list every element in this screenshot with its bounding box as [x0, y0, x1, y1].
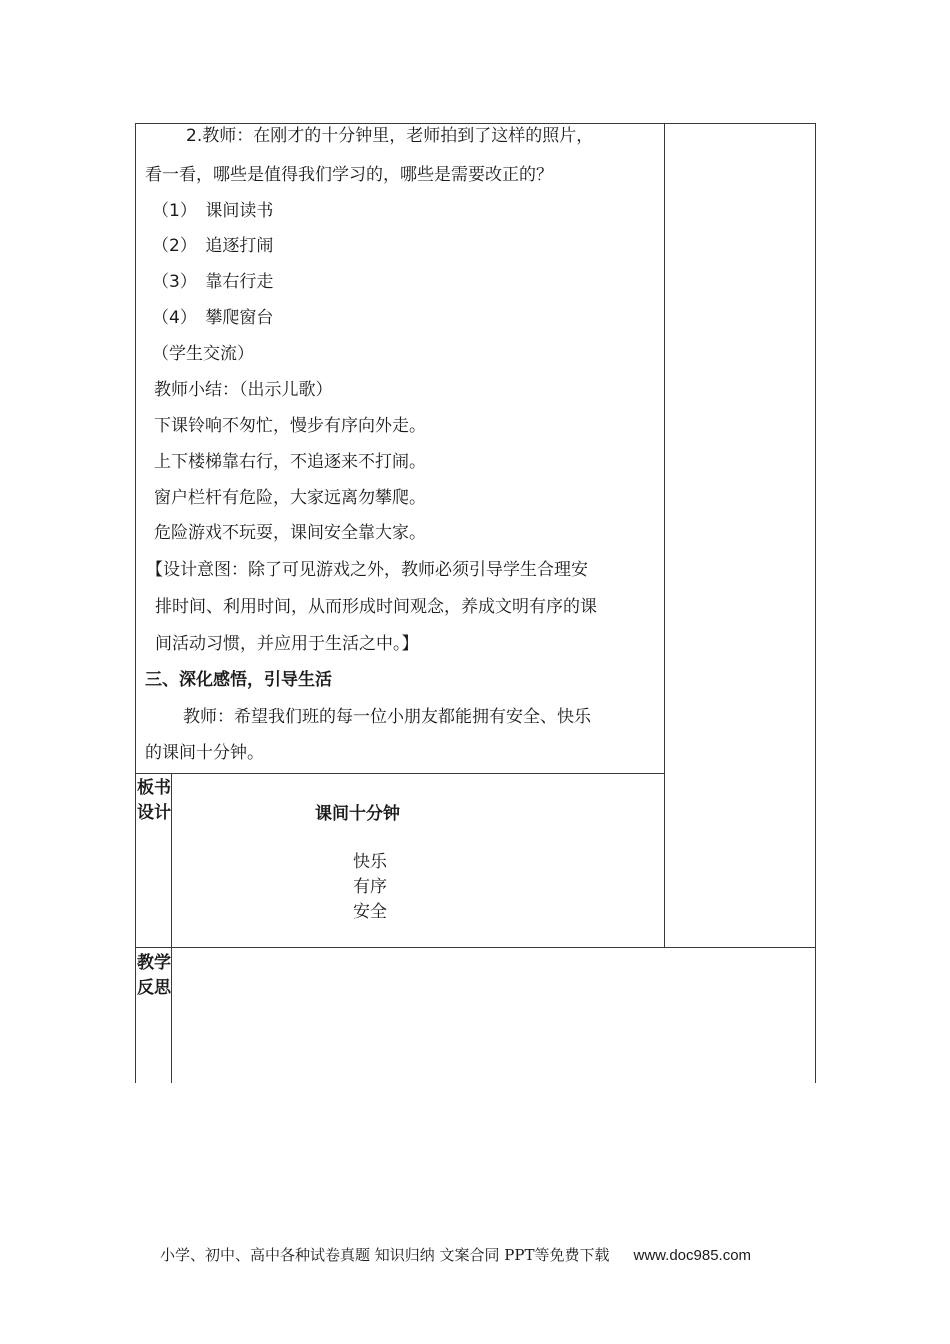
- rhyme-line-4: 危险游戏不玩耍，课间安全靠大家。: [154, 523, 426, 543]
- lesson-line-2: 看一看，哪些是值得我们学习的，哪些是需要改正的？: [145, 165, 553, 185]
- page-footer: [160, 1244, 751, 1267]
- table-left-border: [135, 123, 136, 1083]
- board-item-orderly: 有序: [353, 877, 387, 897]
- board-item-happy: 快乐: [353, 852, 387, 872]
- lesson-student-exchange: （学生交流）: [152, 344, 254, 364]
- lesson-item-3: （3） 靠右行走: [152, 272, 274, 292]
- lesson-item-1: （1） 课间读书: [152, 201, 274, 221]
- teaching-reflection-label: 教学反思: [137, 953, 171, 998]
- footer-url[interactable]: www.doc985.com: [633, 1247, 752, 1264]
- design-intent-line-2: 排时间、利用时间，从而形成时间观念，养成文明有序的课: [155, 597, 597, 617]
- closing-line-2: 的课间十分钟。: [145, 743, 264, 763]
- closing-line-1: 教师：希望我们班的每一位小朋友都能拥有安全、快乐: [183, 707, 591, 727]
- board-design-label: 板书设计: [137, 778, 171, 823]
- notes-column-divider: [664, 123, 665, 948]
- board-title: 课间十分钟: [315, 804, 400, 824]
- design-intent-line-1: 【设计意图：除了可见游戏之外，教师必须引导学生合理安: [146, 560, 588, 580]
- rhyme-line-2: 上下楼梯靠右行，不追逐来不打闹。: [154, 452, 426, 472]
- reflection-row-top-border: [135, 947, 816, 948]
- section-3-heading: 三、深化感悟，引导生活: [145, 670, 332, 690]
- table-right-border: [815, 123, 816, 1083]
- footer-text: 小学、初中、高中各种试卷真题 知识归纳 文案合同 PPT等免费下载: [160, 1246, 610, 1264]
- board-item-safe: 安全: [353, 902, 387, 922]
- board-row-top-border: [135, 773, 665, 774]
- lesson-item-4: （4） 攀爬窗台: [152, 308, 274, 328]
- lesson-item-2: （2） 追逐打闹: [152, 236, 274, 256]
- rhyme-line-3: 窗户栏杆有危险，大家远离勿攀爬。: [154, 488, 426, 508]
- design-intent-line-3: 间活动习惯，并应用于生活之中。】: [155, 634, 419, 654]
- lesson-teacher-summary: 教师小结：（出示儿歌）: [154, 380, 333, 400]
- rhyme-line-1: 下课铃响不匆忙，慢步有序向外走。: [154, 416, 426, 436]
- lesson-line-1: 2.教师：在刚才的十分钟里，老师拍到了这样的照片，: [186, 126, 594, 146]
